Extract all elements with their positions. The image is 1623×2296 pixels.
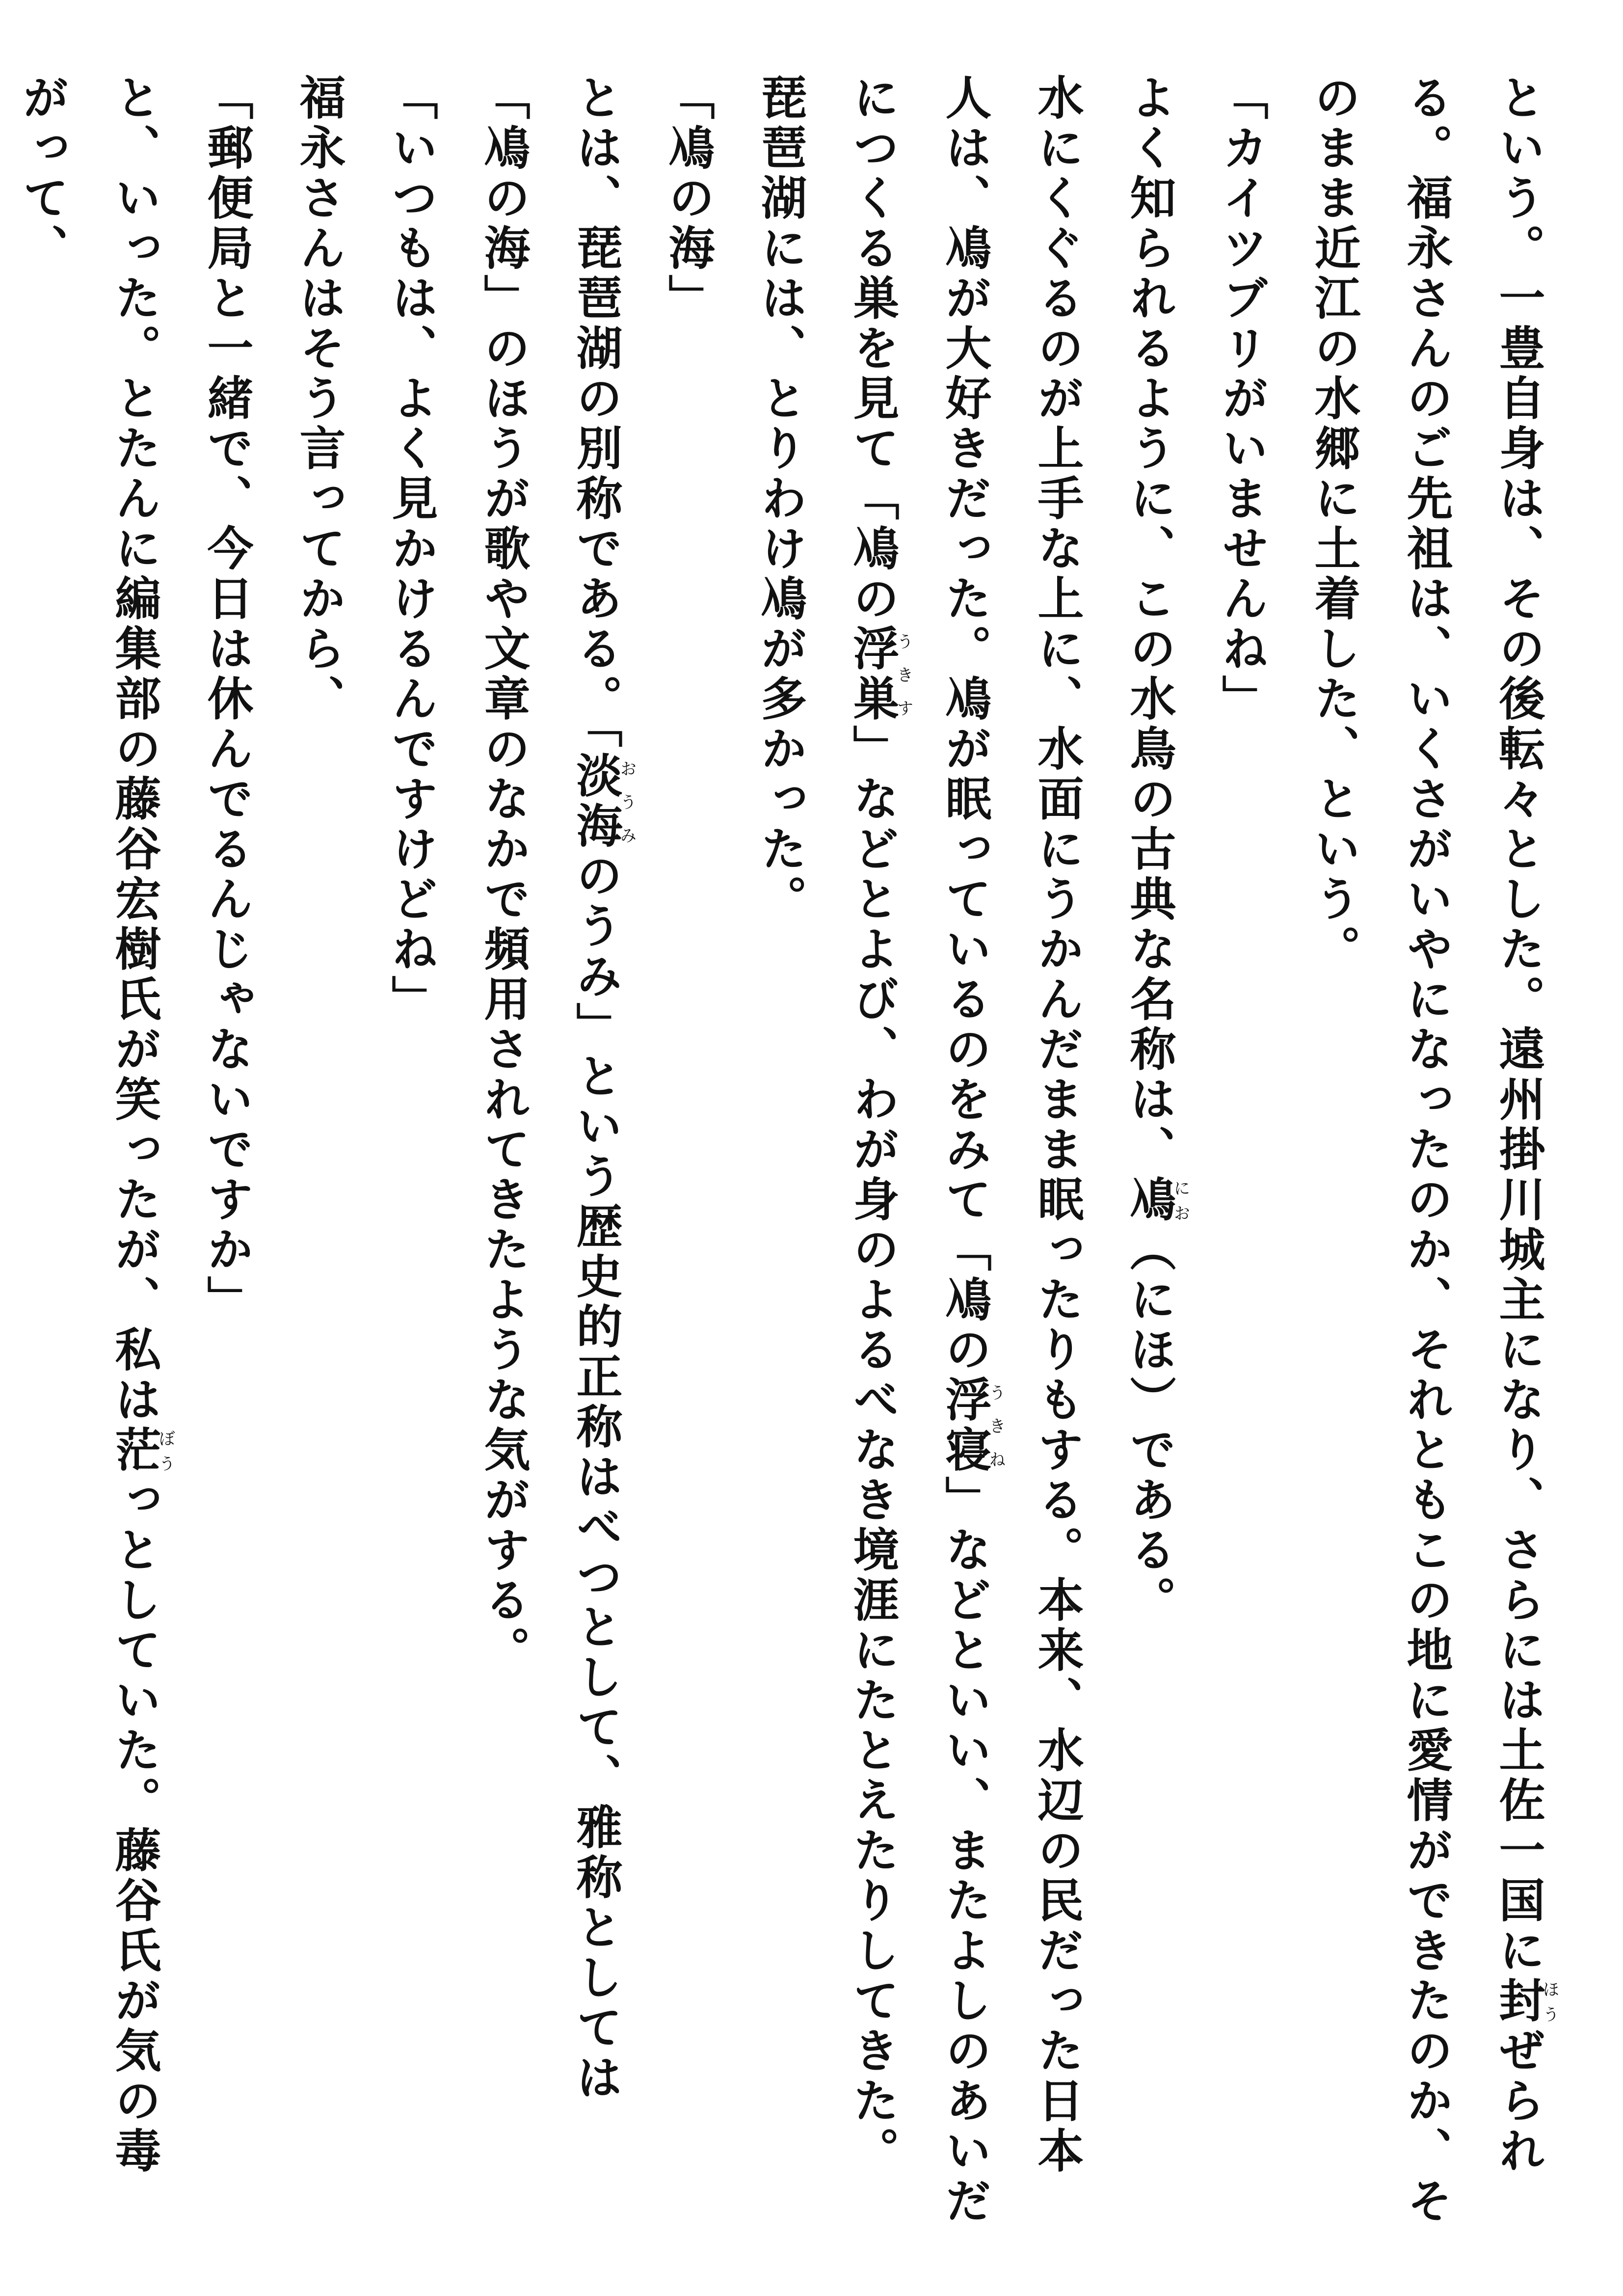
text-line: 人は、鳰が大好きだった。鳰が眠っているのをみて「鳰の浮寝うきね」などといい、またよしのあいだ xyxy=(937,74,1006,2227)
text-line: 「鳰の海」 xyxy=(661,74,715,324)
ruby-annotation: 浮巣うきす xyxy=(845,624,913,725)
text-line: 「郵便局と一緒で、今日は休んでるんじゃないですか」 xyxy=(199,74,253,1325)
ruby-annotation: 鳰にお xyxy=(1122,1175,1190,1225)
vertical-text-body xyxy=(0,74,1564,2243)
text-line: る。福永さんのご先祖は、いくさがいやになったのか、それともこの地に愛情ができたのか、そ xyxy=(1399,74,1453,2227)
text-line: とは、琵琶湖の別称である。「淡海おうみのうみ」という歴史的正称はべつとして、雅称としては xyxy=(568,74,637,2104)
text-line: 水にくぐるのが上手な上に、水面にうかんだまま眠ったりもする。本来、水辺の民だった日本 xyxy=(1030,74,1084,2177)
text-line: 「カイツブリがいませんね」 xyxy=(1214,74,1268,725)
text-line: がって、 xyxy=(15,74,69,274)
ruby-annotation: 淡海おうみ xyxy=(568,752,637,852)
text-line: 「いつもは、よく見かけるんですけどね」 xyxy=(384,74,438,1025)
text-line: と、いった。とたんに編集部の藤谷宏樹氏が笑ったが、私は茫ぼうっとしていた。藤谷氏が気の毒 xyxy=(107,74,175,2177)
text-line: 「鳰の海」のほうが歌や文章のなかで頻用されてきたような気がする。 xyxy=(476,74,530,1676)
text-line: 琵琶湖には、とりわけ鳰が多かった。 xyxy=(753,74,807,925)
text-line: につくる巣を見て「鳰の浮巣うきす」などとよび、わが身のよるべなき境涯にたとえたりしてきた。 xyxy=(845,74,913,2177)
ruby-annotation: 茫ぼう xyxy=(107,1426,175,1476)
text-line: よく知られるように、この水鳥の古典な名称は、鳰にお（にほ）である。 xyxy=(1122,74,1190,1626)
ruby-annotation: 封ほう xyxy=(1491,1976,1559,2026)
text-line: のまま近江の水郷に土着した、という。 xyxy=(1306,74,1360,975)
text-line: 福永さんはそう言ってから、 xyxy=(292,74,346,725)
ruby-annotation: 浮寝うきね xyxy=(937,1376,1006,1476)
text-line: という。一豊自身は、その後転々とした。遠州掛川城主になり、さらには土佐一国に封ほうぜられ xyxy=(1491,74,1559,2177)
